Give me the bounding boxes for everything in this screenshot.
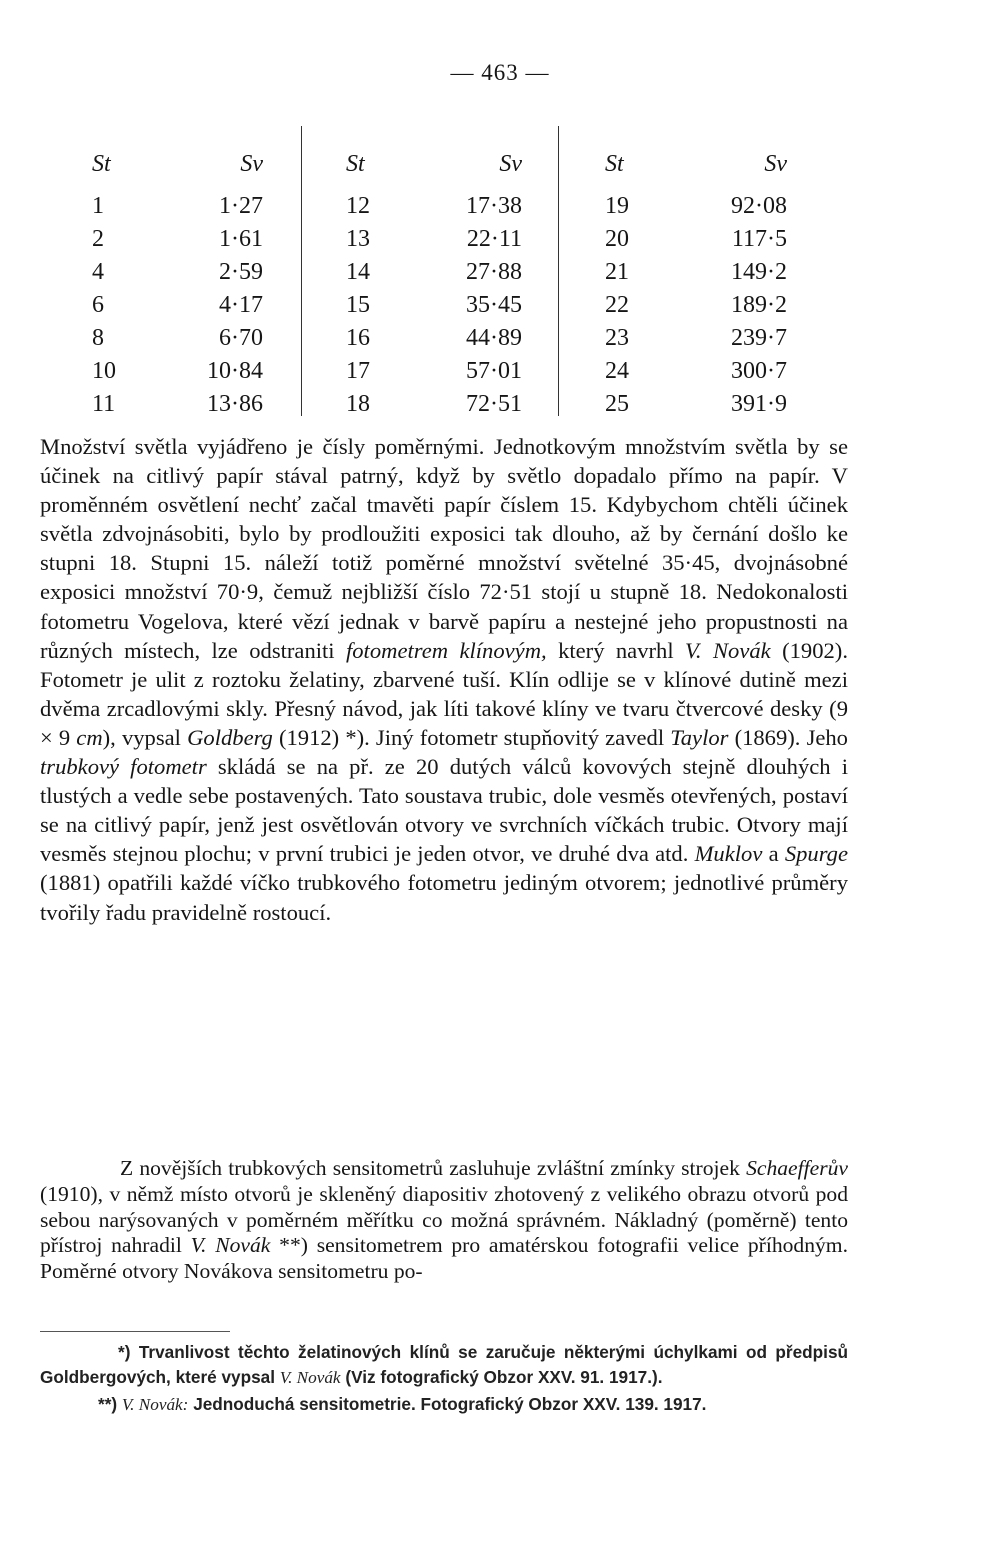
- table-column-st-2: [346, 126, 406, 421]
- table-cell-st: 12: [346, 193, 370, 219]
- table-cell-sv: 2·59: [219, 259, 263, 285]
- table-cell-sv: 117·5: [731, 226, 787, 252]
- table-cell-st: 14: [346, 259, 370, 285]
- table-cell-sv: 13·86: [207, 391, 263, 417]
- table-cell-st: 21: [605, 259, 629, 285]
- table-header-st: St: [92, 151, 111, 177]
- table-cell-sv: 10·84: [207, 358, 263, 384]
- table-cell-sv: 4·17: [219, 292, 263, 318]
- table-cell-st: 19: [605, 193, 629, 219]
- table-cell-st: 11: [92, 391, 116, 417]
- table-header-sv: Sv: [764, 151, 787, 177]
- table-cell-st: 2: [92, 226, 104, 252]
- table-cell-sv: 22·11: [466, 226, 522, 252]
- table-cell-sv: 6·70: [219, 325, 263, 351]
- table-cell-sv: 239·7: [731, 325, 787, 351]
- footnote-separator: [40, 1331, 230, 1332]
- table-cell-sv: 27·88: [466, 259, 522, 285]
- table-cell-sv: 189·2: [731, 292, 787, 318]
- footnote-2: **) V. Novák: Jednoduchá sensitometrie. Fotografický Obzor XXV. 139. 1917.: [98, 1394, 707, 1414]
- table-cell-st: 10: [92, 358, 116, 384]
- table-cell-st: 23: [605, 325, 629, 351]
- table-cell-st: 8: [92, 325, 104, 351]
- table-header-st: St: [605, 151, 624, 177]
- table-column-st-1: [92, 126, 152, 421]
- table-column-sv-1: [170, 126, 263, 421]
- table-cell-sv: 44·89: [466, 325, 522, 351]
- table-cell-st: 22: [605, 292, 629, 318]
- table-cell-st: 25: [605, 391, 629, 417]
- table-header-sv: Sv: [240, 151, 263, 177]
- table-cell-sv: 1·27: [219, 193, 263, 219]
- table-cell-st: 6: [92, 292, 104, 318]
- table-cell-st: 20: [605, 226, 629, 252]
- table-cell-sv: 35·45: [466, 292, 522, 318]
- table-cell-sv: 92·08: [731, 193, 787, 219]
- table-column-sv-2: [430, 126, 522, 421]
- table-cell-sv: 391·9: [731, 391, 787, 417]
- footnotes: [40, 1340, 848, 1417]
- table-cell-st: 13: [346, 226, 370, 252]
- paragraph-sensitometers: Z novějších trubkových sensitometrů zasluhuje zvláštní zmínky strojek Schaefferův (1910), v němž místo otvorů je skleněný diapositiv zhotovený z velikého obrazu otvorů pod sebou narýsovaných v poměrném měřítku co možná správném. Nákladný (poměrně) tento přístroj nahradil V. Novák **) sensitometrem pro amatérskou fotografii velice příhodným. Poměrné otvory Novákova sensitometru po-: [40, 1156, 848, 1284]
- table-cell-sv: 17·38: [466, 193, 522, 219]
- step-value-table: [70, 126, 830, 426]
- table-column-sv-3: [695, 126, 787, 421]
- table-header-sv: Sv: [499, 151, 522, 177]
- table-cell-st: 16: [346, 325, 370, 351]
- table-cell-st: 17: [346, 358, 370, 384]
- table-cell-sv: 57·01: [466, 358, 522, 384]
- page-number: — 463 —: [450, 60, 550, 85]
- table-cell-st: 18: [346, 391, 370, 417]
- footnote-1: *) Trvanlivost těchto želatinových klínů se zaručuje některými úchylkami od předpisů Goldbergových, které vypsal V. Novák (Viz fotografický Obzor XXV. 91. 1917.).: [40, 1342, 848, 1387]
- table-column-st-3: [605, 126, 665, 421]
- table-cell-st: 15: [346, 292, 370, 318]
- table-cell-st: 24: [605, 358, 629, 384]
- table-divider: [558, 126, 559, 416]
- table-cell-st: 4: [92, 259, 104, 285]
- table-divider: [301, 126, 302, 416]
- table-cell-sv: 300·7: [731, 358, 787, 384]
- paragraph-fotometry: Množství světla vyjádřeno je čísly poměrnými. Jednotkovým množstvím světla by se účinek na citlivý papír stával patrný, když by světlo dopadalo přímo na papír. V proměnném osvětlení nechť začal tmavěti papír číslem 15. Kdybychom chtěli účinek světla zdvojnásobiti, bylo by prodloužiti exposici tak dlouho, až by černání došlo ke stupni 18. Stupni 15. náleží totiž poměrné množství světelné 35·45, dvojnásobné exposici množství 70·9, čemuž nejbližší číslo 72·51 stojí u stupně 18. Nedokonalosti fotometru Vogelova, které vězí jednak v barvě papíru a nestejné jeho propustnosti na různých místech, lze odstraniti fotometrem klínovým, který navrhl V. Novák (1902). Fotometr je ulit z roztoku želatiny, zbarvené tuší. Klín odlije se v klínové dutině mezi dvěma zrcadlovými skly. Přesný návod, jak líti takové klíny ve tvaru čtvercové desky (9 × 9 cm), vypsal Goldberg (1912) *). Jiný fotometr stupňovitý zavedl Taylor (1869). Jeho trubkový fotometr skládá se na př. ze 20 dutých válců kovových stejně dlouhých i tlustých a vedle sebe postavených. Tato soustava trubic, dole vesměs otevřených, postaví se na citlivý papír, jenž jest osvětlován otvory ve svrchních víčkách trubic. Otvory mají vesměs stejnou plochu; v první trubici je jeden otvor, ve druhé dva atd. Muklov a Spurge (1881) opatřili každé víčko trubkového fotometru jediným otvorem; jednotlivé průměry tvořily řadu pravidelně rostoucí.: [40, 434, 848, 925]
- table-cell-sv: 72·51: [466, 391, 522, 417]
- table-header-st: St: [346, 151, 365, 177]
- table-cell-sv: 1·61: [219, 226, 263, 252]
- table-cell-sv: 149·2: [731, 259, 787, 285]
- table-cell-st: 1: [92, 193, 104, 219]
